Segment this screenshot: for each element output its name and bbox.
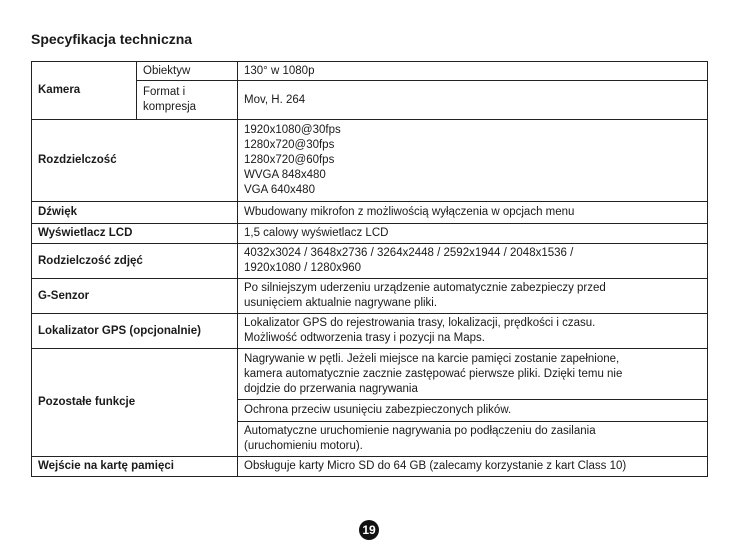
row-label-zdjecia: Rodzielczość zdjęć [32, 244, 238, 279]
sub-label-obiektyw: Obiektyw [137, 62, 238, 81]
table-row [32, 202, 708, 224]
value-obiektyw: 130° w 1080p [238, 62, 708, 81]
row-label-kamera: Kamera [32, 62, 137, 120]
value-pozostale-3: Automatyczne uruchomienie nagrywania po podłączeniu do zasilania (uruchomieniu motoru). [238, 422, 708, 457]
table-row [32, 244, 708, 279]
page-number: 19 [359, 520, 379, 540]
value-gsenzor: Po silniejszym uderzeniu urządzenie automatycznie zabezpieczy przed usunięciem aktualnie nagrywane pliki. [238, 279, 708, 314]
value-pozostale-1: Nagrywanie w pętli. Jeżeli miejsce na karcie pamięci zostanie zapełnione, kamera automatycznie zacznie zastępować pierwsze pliki. Dzięki temu nie dojdzie do przerwania nagrywania [238, 349, 708, 400]
value-gps: Lokalizator GPS do rejestrowania trasy, lokalizacji, prędkości i czasu. Możliwość odtworzenia trasy i pozycji na Maps. [238, 314, 708, 349]
row-label-pozostale: Pozostałe funkcje [32, 349, 238, 457]
row-label-gsenzor: G-Senzor [32, 279, 238, 314]
value-dzwiek: Wbudowany mikrofon z możliwością wyłączenia w opcjach menu [238, 202, 708, 224]
value-zdjecia: 4032x3024 / 3648x2736 / 3264x2448 / 2592x1944 / 2048x1536 / 1920x1080 / 1280x960 [238, 244, 708, 279]
value-format: Mov, H. 264 [238, 81, 708, 120]
value-wyswietlacz: 1,5 calowy wyświetlacz LCD [238, 224, 708, 244]
table-row [32, 457, 708, 477]
table-row [32, 349, 708, 400]
value-karta: Obsługuje karty Micro SD do 64 GB (zalecamy korzystanie z kart Class 10) [238, 457, 708, 477]
table-row [32, 279, 708, 314]
value-pozostale-2: Ochrona przeciw usunięciu zabezpieczonych plików. [238, 400, 708, 422]
row-label-gps: Lokalizator GPS (opcjonalnie) [32, 314, 238, 349]
value-rozdzielczosc: 1920x1080@30fps 1280x720@30fps 1280x720@60fps WVGA 848x480 VGA 640x480 [238, 120, 708, 202]
spec-table [31, 61, 708, 477]
table-row [32, 120, 708, 202]
row-label-rozdzielczosc: Rozdzielczość [32, 120, 238, 202]
row-label-wyswietlacz: Wyświetlacz LCD [32, 224, 238, 244]
row-label-karta: Wejście na kartę pamięci [32, 457, 238, 477]
table-row [32, 314, 708, 349]
row-label-dzwiek: Dźwięk [32, 202, 238, 224]
table-row [32, 224, 708, 244]
table-row [32, 62, 708, 81]
sub-label-format: Format i kompresja [137, 81, 238, 120]
page-title: Specyfikacja techniczna [31, 31, 193, 47]
